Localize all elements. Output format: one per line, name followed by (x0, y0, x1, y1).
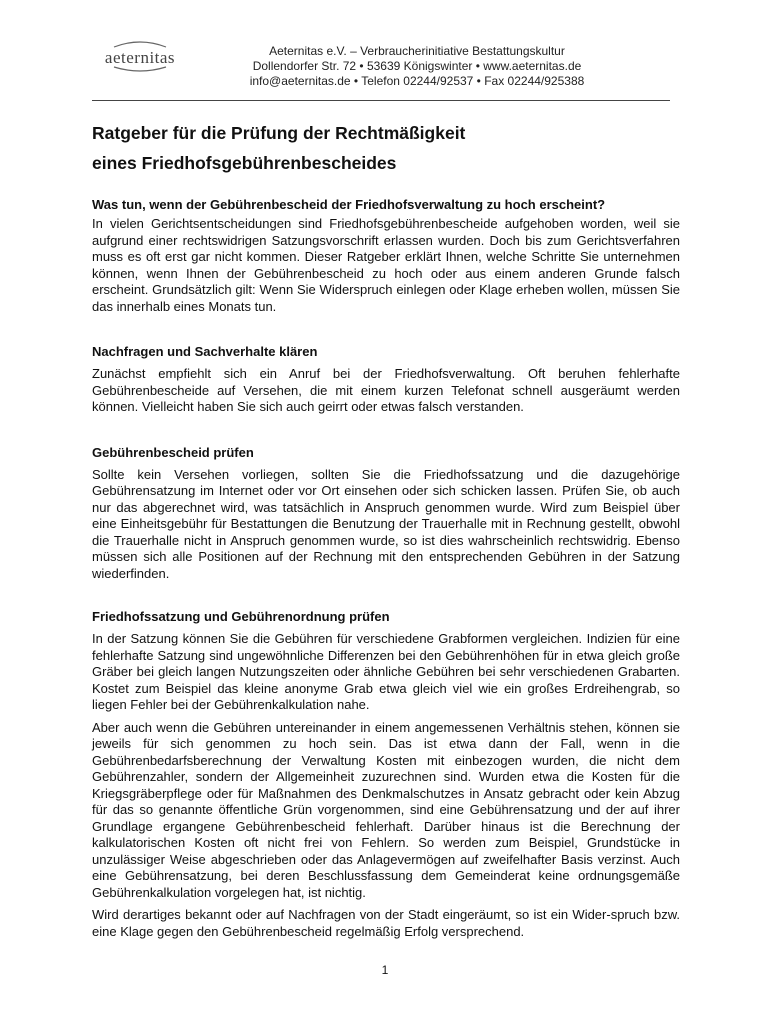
document-body (92, 118, 680, 946)
section-paragraph-bescheid-pruefen: Sollte kein Versehen vorliegen, sollten Sie die Friedhofssatzung und die dazugehörige Gebührensatzung im Internet oder vor Ort einsehen oder sich schicken lassen. Prüfen Sie, ob auch nur das abgerechnet wird, was tatsächlich in Anspruch genommen wurde. Wird zum Beispiel über eine Einheitsgebühr für Bestattungen die Benutzung der Trauerhalle mit in Rechnung gestellt, obwohl die Trauerhalle nicht in Anspruch genommen wurde, so ist dies wahrscheinlich rechtswidrig. Ebenso müssen sich alle Positionen auf der Rechnung mit den entsprechenden Gebühren in der Satzung wiederfinden. (92, 466, 680, 581)
intro-paragraph: In vielen Gerichtsentscheidungen sind Friedhofsgebührenbescheide aufgehoben worden, weil sie aufgrund einer rechtswidrigen Satzungsvorschrift erlassen wurden. Doch bis zum Gerichtsverfahren muss es oft erst gar nicht kommen. Dieser Ratgeber erklärt Ihnen, welche Schritte Sie unternehmen können, wenn Ihnen der Gebührenbescheid zu hoch oder aus einem anderen Grunde falsch erscheint. Grundsätzlich gilt: Wenn Sie Widerspruch einlegen oder Klage erheben wollen, müssen Sie das innerhalb eines Monats tun. (92, 216, 680, 314)
section-paragraph-satzung-3: Wird derartiges bekannt oder auf Nachfragen von der Stadt eingeräumt, so ist ein Wider-spruch bzw. eine Klage gegen den Gebührenbescheid regelmäßig Erfolg versprechend. (92, 907, 680, 939)
section-paragraph-satzung-2: Aber auch wenn die Gebühren untereinander in einem angemessenen Verhältnis stehen, können sie jeweils für sich genommen zu hoch sein. Das ist etwa dann der Fall, wenn in die Gebührenbedarfsberechnung der Verwaltung Kosten mit einbezogen wurden, die nicht dem Gebührenzahler, sondern der Allgemeinheit zuzurechnen sind. Wurden etwa die Kosten für die Kriegsgräberpflege oder für Maßnahmen des Denkmalschutzes in Ansatz gebracht oder kein Abzug für das so genannte öffentliche Grün vorgenommen, sind eine Gebührensatzung und der auf ihrer Grundlage ergangene Gebührenbescheid fehlerhaft. Darüber hinaus ist die Berechnung der kalkulatorischen Kosten oft nicht frei von Fehlern. So werden zum Beispiel, Grundstücke in unzulässiger Weise abgeschrieben oder das Anlagevermögen auf zweifelhafter Basis verzinst. Auch eine Gebührensatzung, bei deren Beschlussfassung dem Gemeinderat keine ordnungsgemäße Gebührenkalkulation vorgelegen hat, ist nichtig. (92, 719, 680, 900)
section-paragraph-satzung-1: In der Satzung können Sie die Gebühren für verschiedene Grabformen vergleichen. Indizien für eine fehlerhafte Satzung sind ungewöhnliche Differenzen bei den Gebührenhöhen für in etwa gleich große Gräber bei gleich langen Nutzungszeiten oder ähnliche Gebühren bei sehr verschiedenen Grabarten. Kostet zum Beispiel das kleine anonyme Grab etwa gleich viel wie ein großes Erdreihengrab, so liegen Fehler bei der Gebührenkalkulation nahe. (92, 631, 680, 712)
org-line: Aeternitas e.V. – Verbraucherinitiative Bestattungskultur (269, 44, 565, 58)
document-title-line-1: Ratgeber für die Prüfung der Rechtmäßigkeit (92, 123, 466, 143)
aeternitas-logo (100, 36, 180, 76)
address-line: Dollendorfer Str. 72 • 53639 Königswinter • www.aeternitas.de (252, 59, 582, 73)
header-divider (92, 100, 670, 101)
document-title-line-2: eines Friedhofsgebührenbescheides (92, 153, 397, 173)
section-heading-nachfragen: Nachfragen und Sachverhalte klären (92, 344, 318, 359)
section-heading-satzung-pruefen: Friedhofssatzung und Gebührenordnung prüfen (92, 609, 390, 624)
section-paragraph-nachfragen: Zunächst empfiehlt sich ein Anruf bei der Friedhofsverwaltung. Oft beruhen fehlerhafte Gebührenbescheide auf Versehen, die mit einem kurzen Telefonat schnell ausgeräumt werden können. Vielleicht haben Sie sich auch geirrt oder etwas falsch verstanden. (92, 366, 680, 414)
contact-line: info@aeternitas.de • Telefon 02244/92537 • Fax 02244/925388 (249, 74, 585, 88)
letterhead (222, 44, 612, 89)
svg-text:aeternitas: aeternitas (104, 48, 176, 67)
logo-graphic (100, 36, 180, 76)
intro-heading: Was tun, wenn der Gebührenbescheid der Friedhofsverwaltung zu hoch erscheint? (92, 197, 606, 212)
section-heading-bescheid-pruefen: Gebührenbescheid prüfen (92, 444, 254, 460)
page-number: 1 (381, 963, 389, 977)
